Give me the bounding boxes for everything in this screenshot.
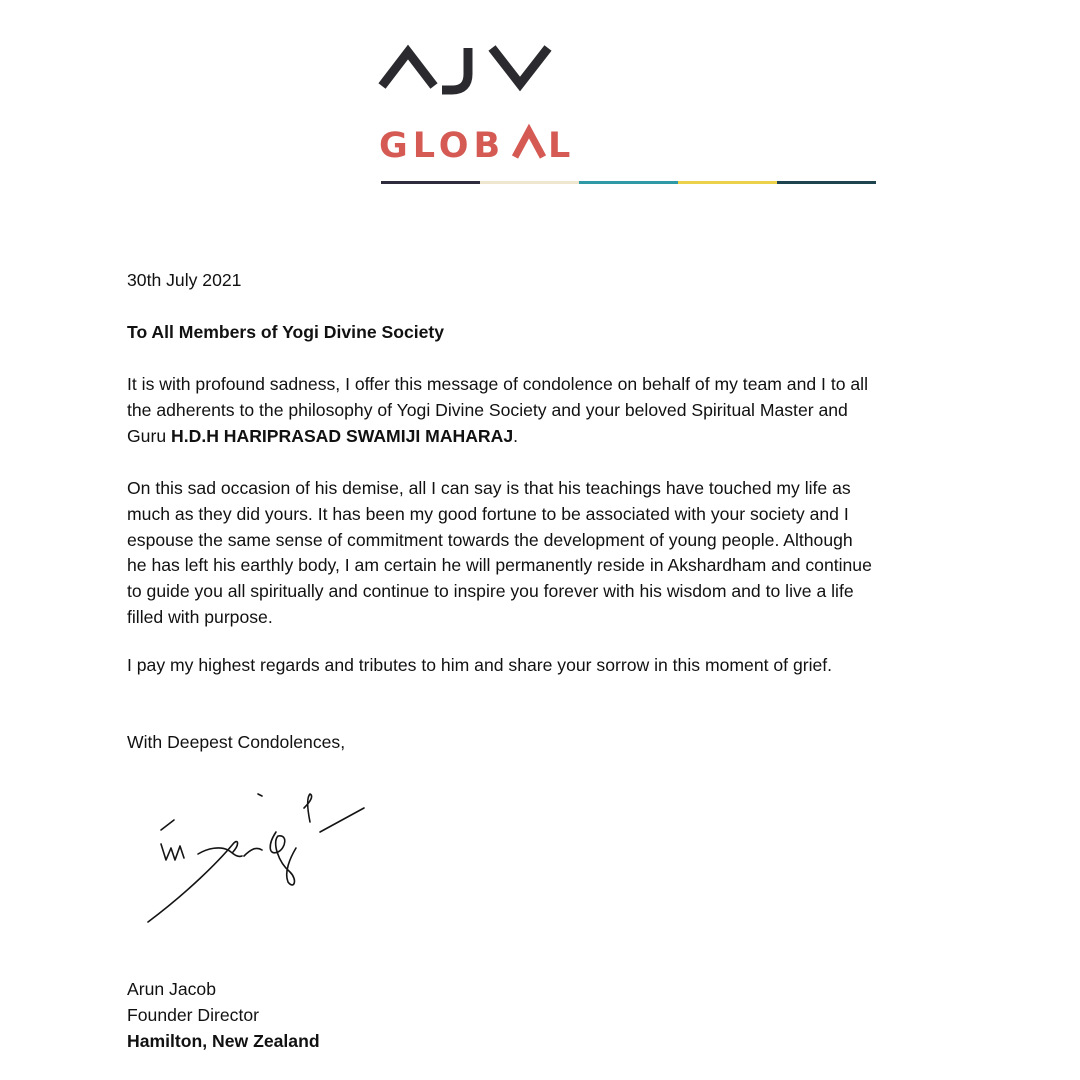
paragraph-line: much as they did yours. It has been my good fortune to be associated with your society and I (127, 503, 849, 524)
paragraph-3 (127, 653, 832, 679)
color-stripe (381, 181, 876, 184)
signer-name: Arun Jacob (127, 979, 216, 999)
paragraph-line: espouse the same sense of commitment towards the development of young people. Although (127, 529, 853, 550)
handwritten-signature (128, 772, 378, 932)
paragraph-line: he has left his earthly body, I am certain he will permanently reside in Akshardham and continue (127, 555, 872, 576)
paragraph-line-prefix: Guru (127, 425, 172, 446)
paragraph-line: It is with profound sadness, I offer this message of condolence on behalf of my team and I to all (127, 374, 868, 394)
paragraph-line (127, 424, 868, 450)
signer-location: Hamilton, New Zealand (127, 1030, 320, 1051)
signer-block (127, 977, 320, 1054)
letter-date: 30th July 2021 (127, 270, 242, 290)
letter-salutation: To All Members of Yogi Divine Society (127, 322, 445, 342)
paragraph-line: to guide you all spiritually and continue to inspire you forever with his wisdom and to live a life (127, 581, 854, 602)
svg-text:L: L (548, 126, 571, 166)
ajv-global-logo (370, 36, 580, 166)
guru-name: H.D.H HARIPRASAD SWAMIJI MAHARAJ (171, 425, 514, 446)
paragraph-line: the adherents to the philosophy of Yogi Divine Society and your beloved Spiritual Master and (127, 399, 848, 420)
signer-title: Founder Director (127, 1004, 260, 1025)
paragraph-line: On this sad occasion of his demise, all I can say is that his teachings have touched my life as (127, 478, 851, 498)
paragraph-line: I pay my highest regards and tributes to him and share your sorrow in this moment of grief. (127, 655, 833, 675)
letter-closing: With Deepest Condolences, (127, 732, 346, 752)
letterhead (0, 0, 1080, 200)
paragraph-line-suffix: . (513, 425, 519, 446)
paragraph-2 (127, 476, 872, 631)
svg-text:GLOB: GLOB (379, 126, 506, 166)
paragraph-1 (127, 372, 868, 449)
paragraph-line: filled with purpose. (127, 606, 273, 627)
